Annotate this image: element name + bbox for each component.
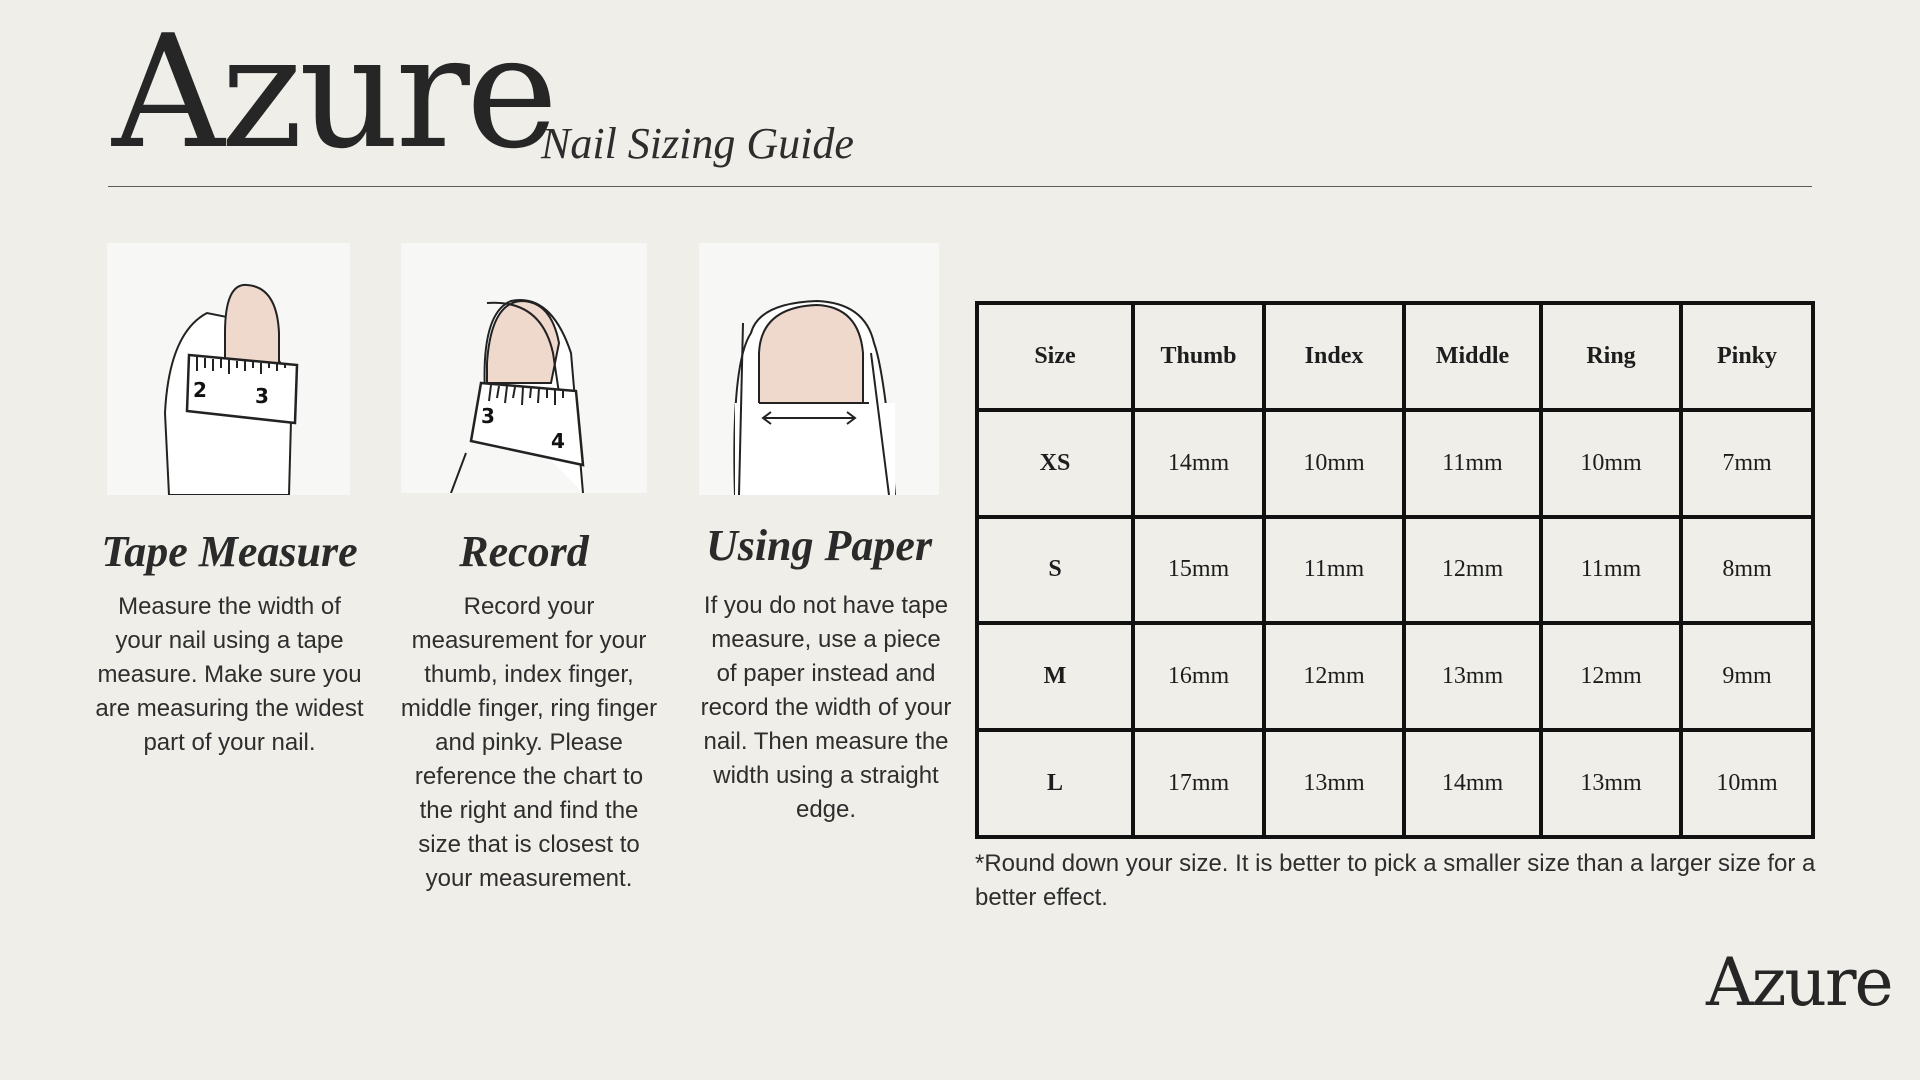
table-cell: 10mm [1264,410,1404,517]
table-cell: 9mm [1681,623,1813,730]
ring-column-header: Ring [1541,303,1681,410]
table-cell: 16mm [1133,623,1264,730]
record-text: Record your measurement for your thumb, index finger, middle finger, ring finger and pinky. Please reference the chart to the right and find the size that is closest to your measurement. [400,593,658,892]
index-column-header: Index [1264,303,1404,410]
size-label: L [977,730,1133,837]
tape-number: 3 [255,384,269,408]
tape-measure-illustration [107,243,350,495]
using-paper-illustration [699,243,939,495]
size-label: S [977,517,1133,624]
table-row [977,517,1813,624]
table-cell: 12mm [1541,623,1681,730]
table-row [977,623,1813,730]
size-label: XS [977,410,1133,517]
page-subtitle: Nail Sizing Guide [541,119,854,168]
tape-measure-title: Tape Measure [101,527,358,576]
middle-column-header: Middle [1404,303,1541,410]
using-paper-text: If you do not have tape measure, use a piece of paper instead and record the width of your nail. Then measure the width using a straight edge. [700,592,952,823]
table-cell: 15mm [1133,517,1264,624]
header-divider [108,186,1812,187]
tape-number: 3 [481,404,495,428]
sizing-note: *Round down your size. It is better to pick a smaller size than a larger size for a better effect. [975,850,1816,911]
table-cell: 14mm [1133,410,1264,517]
size-chart-table [975,301,1815,839]
table-cell: 7mm [1681,410,1813,517]
thumb-column-header: Thumb [1133,303,1264,410]
tape-measure-text: Measure the width of your nail using a tape measure. Make sure you are measuring the widest part of your nail. [95,593,364,756]
table-cell: 12mm [1404,517,1541,624]
table-cell: 17mm [1133,730,1264,837]
table-row [977,730,1813,837]
brand-logo: Azure [112,1,555,183]
pinky-column-header: Pinky [1681,303,1813,410]
using-paper-title: Using Paper [705,521,933,570]
table-cell: 8mm [1681,517,1813,624]
table-cell: 11mm [1404,410,1541,517]
table-cell: 10mm [1681,730,1813,837]
size-column-header: Size [977,303,1133,410]
tape-number: 2 [193,378,207,402]
table-cell: 11mm [1264,517,1404,624]
size-label: M [977,623,1133,730]
table-cell: 13mm [1404,623,1541,730]
record-illustration [401,243,647,493]
table-cell: 13mm [1541,730,1681,837]
tape-number: 4 [551,429,565,453]
table-cell: 14mm [1404,730,1541,837]
table-row [977,410,1813,517]
table-cell: 11mm [1541,517,1681,624]
record-title: Record [459,527,589,576]
table-cell: 13mm [1264,730,1404,837]
footer-logo: Azure [1706,944,1892,1021]
table-cell: 10mm [1541,410,1681,517]
table-header-row [977,303,1813,410]
table-cell: 12mm [1264,623,1404,730]
